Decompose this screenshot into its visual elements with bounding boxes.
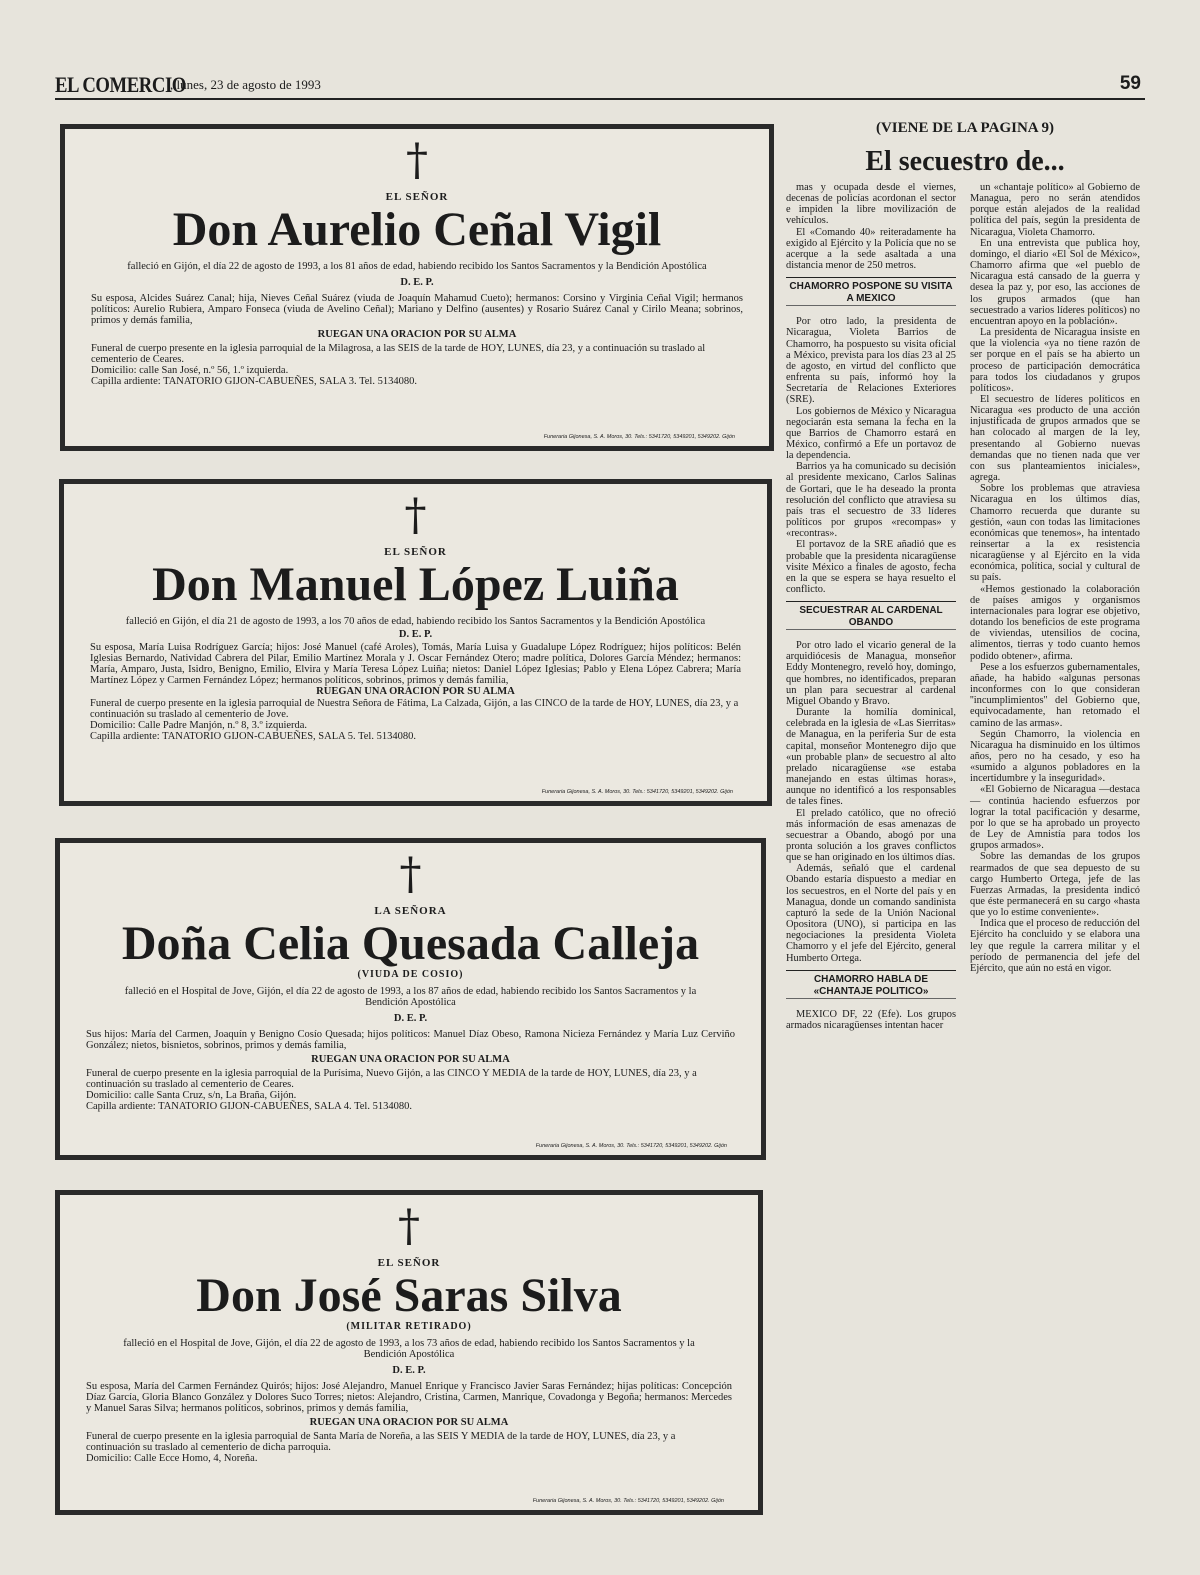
- chapel: Capilla ardiente: TANATORIO GIJON-CABUEÑES, SALA 4. Tel. 5134080.: [86, 1101, 412, 1112]
- deceased-name: Doña Celia Quesada Calleja: [121, 917, 700, 970]
- article-subhead: CHAMORRO POSPONE SU VISITA A MEXICO: [786, 277, 956, 306]
- article-paragraph: «Hemos gestionado la colaboración de países amigos y organismos internacionales para lograr ese objetivo, dotando los beneficios de este programa de viviendas, utensilios de cocina, alimentos, tierras y todo cuanto hemos podido obtener», afirma.: [970, 583, 1140, 662]
- cross-icon: †: [404, 490, 427, 541]
- obituary-3: [55, 838, 766, 1160]
- article-paragraph: El portavoz de la SRE añadió que es probable que la presidenta nicaragüense visite México a finales de agosto, fecha en la que se espera se haya resuelto el conflicto.: [786, 539, 956, 595]
- article-paragraph: mas y ocupada desde el viernes, decenas de policías acordonan el sector e impiden la libre movilización de vehículos.: [786, 182, 956, 227]
- family-list: Sus hijos: María del Carmen, Joaquín y Benigno Cosío Quesada; hijos políticos: Manuel Díaz Obeso, Ramona Nicieza Fernández y María Luz Cerviño González; nietos, bisnietos, sobrinos, primos y demás familia,: [86, 1029, 735, 1051]
- address: Domicilio: calle Santa Cruz, s/n, La Braña, Gijón.: [86, 1090, 297, 1101]
- article-paragraph: Pese a los esfuerzos gubernamentales, añade, ha habido «algunas personas inconformes con lo que consideran ''incumplimientos'' del Gobierno que, equivocadamente, han retomado el camino de las armas».: [970, 661, 1140, 729]
- article-paragraph: Indica que el proceso de reducción del Ejército ha concluido y se elabora una ley que regule la carrera militar y el período de permanencia del jefe del Ejército, que aún no está en vigor.: [970, 918, 1140, 974]
- dep: D. E. P.: [393, 1013, 428, 1024]
- funeraria: Funeraria Gijonesa, S. A. Moros, 30. Tels.: 5341720, 5349201, 5349202. Gijón: [532, 1498, 724, 1504]
- article-paragraph: En una entrevista que publica hoy, domingo, el diario «El Sol de México», Chamorro afirma que «el pueblo de Nicaragua está cansado de la guerra y desea la paz y, por eso, las acciones de los grupos armados (que han secuestrado a varios líderes políticos) no encuentran apoyo en la población».: [970, 237, 1140, 327]
- address: Domicilio: Calle Padre Manjón, n.º 8, 3.º izquierda.: [90, 720, 308, 731]
- article-column-2: [970, 182, 1140, 974]
- obituary-4: [55, 1190, 763, 1515]
- family-list: Su esposa, María del Carmen Fernández Quirós; hijos: José Alejandro, Manuel Enrique y Francisco Javier Saras Fernández; hijas políticas: Concepción Díaz García, Gloria Blanco González y Dolores Suco Torres; nietos: Alejandro, Cristina, Carmen, Manrique, Covadonga y Begoña; hermanos: Mercedes y Manuel Saras Silva; hermanos políticos, sobrinos, primos y demás familia,: [86, 1381, 732, 1414]
- article-paragraph: Sobre los problemas que atraviesa Nicaragua en los últimos días, Chamorro recuerda que durante su gestión, «aun con todas las limitaciones económicas que tenemos», ha intentado reinsertar a la ex resistencia nicaragüense y al Ejército en la vida económica, política, social y cultural de su país.: [970, 483, 1140, 584]
- continued-from: (VIENE DE LA PAGINA 9): [875, 120, 1055, 136]
- funeral-text: Funeral de cuerpo presente en la iglesia parroquial de la Milagrosa, a las SEIS de la tarde de HOY, LUNES, día 23, y a continuación su traslado al cementerio de Ceares.: [91, 343, 706, 365]
- death-notice: falleció en Gijón, el día 22 de agosto de 1993, a los 81 años de edad, habiendo recibido los Santos Sacramentos y la Bendición Apostólica: [127, 261, 707, 272]
- article-headline: El secuestro de...: [865, 146, 1065, 177]
- funeraria: Funeraria Gijonesa, S. A. Moros, 30. Tels.: 5341720, 5349201, 5349202. Gijón: [535, 1143, 727, 1149]
- obituary-subtitle: (VIUDA DE COSIO): [357, 969, 464, 980]
- obituary-1: [60, 124, 774, 451]
- chapel: Capilla ardiente: TANATORIO GIJON-CABUEÑES, SALA 3. Tel. 5134080.: [91, 376, 417, 387]
- newspaper-name: EL COMERCIO: [55, 72, 186, 97]
- article-paragraph: Durante la homilía dominical, celebrada en la iglesia de «Las Sierritas» de Managua, en la periferia Sur de esta capital, monseñor Montenegro dijo que «un probable plan» de secuestro al alto prelado nicaragüense «se estaba manejando en estas últimas horas», aunque no identificó a los responsables de tales fines.: [786, 707, 956, 808]
- death-notice: falleció en el Hospital de Jove, Gijón, el día 22 de agosto de 1993, a los 87 años de edad, habiendo recibido los Santos Sacramentos y la Bendición Apostólica: [124, 986, 697, 1008]
- family-list: Su esposa, Alcides Suárez Canal; hija, Nieves Ceñal Suárez (viuda de Joaquín Mahamud Cueto); hermanos: Corsino y Virginia Ceñal Vigil; hermanos políticos: Aurelio Rubiera, Amparo Fonseca (viuda de Avelino Ceñal); Mariano y Delfino (ausentes) y Rosario Suárez Canal y Cirilo Meana; sobrinos, primos y demás familia,: [91, 293, 743, 326]
- funeral-text: Funeral de cuerpo presente en la iglesia parroquial de Santa María de Noreña, a las SEIS Y MEDIA de la tarde de HOY, LUNES, día 23, y a continuación su traslado al cementerio de dicha parroquia.: [86, 1431, 676, 1453]
- dep: D. E. P.: [398, 629, 433, 640]
- cross-icon: †: [399, 849, 422, 900]
- obituary-title: EL SEÑOR: [384, 546, 447, 558]
- article-paragraph: MEXICO DF, 22 (Efe). Los grupos armados nicaragüenses intentan hacer: [786, 1008, 956, 1031]
- prayer-request: RUEGAN UNA ORACION POR SU ALMA: [317, 329, 517, 340]
- address: Domicilio: calle San José, n.º 56, 1.º izquierda.: [91, 365, 289, 376]
- article-paragraph: Los gobiernos de México y Nicaragua negociarán esta semana la fecha en la que Barrios de Chamorro estará en México, confirmó a Efe un portavoz de la dependencia.: [786, 405, 956, 462]
- deceased-name: Don José Saras Silva: [196, 1269, 622, 1322]
- dep: D. E. P.: [400, 277, 434, 288]
- prayer-request: RUEGAN UNA ORACION POR SU ALMA: [309, 1417, 509, 1428]
- deceased-name: Don Manuel López Luiña: [152, 558, 679, 611]
- article-paragraph: La presidenta de Nicaragua insiste en que la violencia «ya no tiene razón de ser porque en el país se ha abierto un proceso de participación democrática para todos los ciudadanos y grupos políticos».: [970, 327, 1140, 394]
- family-list: Su esposa, María Luisa Rodríguez García; hijos: José Manuel (café Aroles), Tomás, María Luisa y Guadalupe López Rodríguez; hijos políticos: Belén Iglesias Bernardo, Natividad Cabrera del Pilar, Emilio Martínez Morala y J. Oscar Fernández Otero; madre política, Dolores García Méndez; hermanos: María, Amparo, Justa, Isidro, Benigno, Emilio, Elvira y María Teresa López Luiña; nietos: Daniel López Iglesias; Pablo y Elena López Cabrera; María Martínez López y Carmen Fernández López; hermanos políticos, sobrinos, primos y demás familia,: [90, 642, 741, 686]
- article-paragraph: Sobre las demandas de los grupos rearmados de que sea depuesto de su cargo Humberto Ortega, jefe de las Fuerzas Armadas, la presidenta indicó que éste permanecerá en su cargo «hasta que yo lo estime conveniente».: [970, 851, 1140, 919]
- article-subhead: SECUESTRAR AL CARDENAL OBANDO: [786, 601, 956, 630]
- death-notice: falleció en Gijón, el día 21 de agosto de 1993, a los 70 años de edad, habiendo recibido los Santos Sacramentos y la Bendición Apostólica: [125, 616, 706, 627]
- funeral-info: [90, 698, 741, 742]
- deceased-name: Don Aurelio Ceñal Vigil: [172, 203, 662, 256]
- chapel: Capilla ardiente: TANATORIO GIJON-CABUEÑES, SALA 5. Tel. 5134080.: [90, 731, 416, 742]
- article-paragraph: El prelado católico, que no ofreció más información de esas amenazas de secuestrar a Obando, abogó por una pronta solución a los graves conflictos que se han originado en los últimos días.: [786, 807, 956, 864]
- death-notice: falleció en el Hospital de Jove, Gijón, el día 22 de agosto de 1993, a los 73 años de edad, habiendo recibido los Santos Sacramentos y la Bendición Apostólica: [123, 1338, 695, 1360]
- funeral-info: [86, 1068, 735, 1112]
- funeral-info: [91, 343, 743, 387]
- article-paragraph: Además, señaló que el cardenal Obando estaría dispuesto a mediar en los secuestros, en el Norte del país y en Managua, donde un comando sandinista capturó la sede de la Unión Nacional Opositora (UNO), si participa en las negociaciones la presidenta Violeta Chamorro y el jefe del Ejército, general Humberto Ortega.: [786, 863, 956, 964]
- masthead: [55, 72, 1145, 100]
- funeraria: Funeraria Gijonesa, S. A. Moros, 30. Tels.: 5341720, 5349201, 5349202. Gijón: [541, 789, 733, 795]
- article-paragraph: El «Comando 40» reiteradamente ha exigido al Ejército y la Policía que no se acerque a la sede asaltada a una distancia menor de 250 metros.: [786, 226, 956, 272]
- issue-date: , lunes, 23 de agosto de 1993: [170, 77, 321, 92]
- funeral-text: Funeral de cuerpo presente en la iglesia parroquial de la Purísima, Nuevo Gijón, a las CINCO Y MEDIA de la tarde de HOY, LUNES, día 23, y a continuación su traslado al cementerio de Ceares.: [86, 1068, 697, 1090]
- article-subhead: CHAMORRO HABLA DE «CHANTAJE POLITICO»: [786, 970, 956, 999]
- article-paragraph: Barrios ya ha comunicado su decisión al presidente mexicano, Carlos Salinas de Gortari, que le ha deseado la pronta resolución del conflicto que atraviesa su país tras el secuestro de 33 líderes políticos por grupos «recompas» y «recontras».: [786, 461, 956, 540]
- dep: D. E. P.: [392, 1365, 426, 1376]
- cross-icon: †: [398, 1201, 420, 1252]
- funeral-info: [86, 1431, 732, 1464]
- funeraria: Funeraria Gijonesa, S. A. Moros, 30. Tels.: 5341720, 5349201, 5349202. Gijón: [543, 434, 735, 440]
- prayer-request: RUEGAN UNA ORACION POR SU ALMA: [316, 686, 515, 697]
- address: Domicilio: Calle Ecce Homo, 4, Noreña.: [86, 1453, 258, 1464]
- article-paragraph: Por otro lado el vicario general de la arquidiócesis de Managua, monseñor Eddy Montenegro, reveló hoy, domingo, que hombres, no identificados, preparan un plan para secuestrar al cardenal Miguel Obando y Bravo.: [786, 640, 956, 707]
- cross-icon: †: [406, 135, 428, 186]
- obituary-title: EL SEÑOR: [377, 1257, 441, 1269]
- article-paragraph: Por otro lado, la presidenta de Nicaragua, Violeta Barrios de Chamorro, ha pospuesto su visita oficial a México, prevista para los días 23 al 25 de agosto, en virtud del conflicto que enfrenta su país, informó hoy la Secretaría de Relaciones Exteriores (SRE).: [786, 316, 956, 406]
- page-number: 59: [1119, 73, 1141, 94]
- obituary-title: LA SEÑORA: [374, 905, 447, 917]
- article-paragraph: «El Gobierno de Nicaragua —destaca— continúa haciendo esfuerzos por lograr la total pacificación y desarme, por lo que se ha aprobado un proyecto de Ley de Amnistía para todos los grupos armados».: [970, 784, 1140, 852]
- funeral-text: Funeral de cuerpo presente en la iglesia parroquial de Nuestra Señora de Fátima, La Calzada, Gijón, a las CINCO de la tarde de HOY, LUNES, día 23, y a continuación su traslado al cementerio de Jove.: [90, 698, 739, 720]
- article-column-1: [786, 182, 956, 1031]
- obituary-2: [59, 479, 772, 806]
- obituary-title: EL SEÑOR: [385, 191, 449, 203]
- article-paragraph: Según Chamorro, la violencia en Nicaragua ha disminuido en los últimos años, pero no ha cesado, y eso ha «sumido a algunos pobladores en la incertidumbre y la inseguridad».: [970, 728, 1140, 785]
- prayer-request: RUEGAN UNA ORACION POR SU ALMA: [311, 1054, 510, 1065]
- obituary-subtitle: (MILITAR RETIRADO): [346, 1321, 472, 1332]
- article-paragraph: un «chantaje político» al Gobierno de Managua, pero no serán atendidos porque están alejados de la realidad política del país, según la presidenta de Nicaragua, Violeta Chamorro.: [970, 182, 1140, 238]
- article-paragraph: El secuestro de líderes políticos en Nicaragua «es producto de una acción injustificada de grupos armados que se han colocado al margen de la ley, presentando al Gobierno nuevas demandas que no tienen nada que ver con sus planteamientos iniciales», agrega.: [970, 393, 1140, 484]
